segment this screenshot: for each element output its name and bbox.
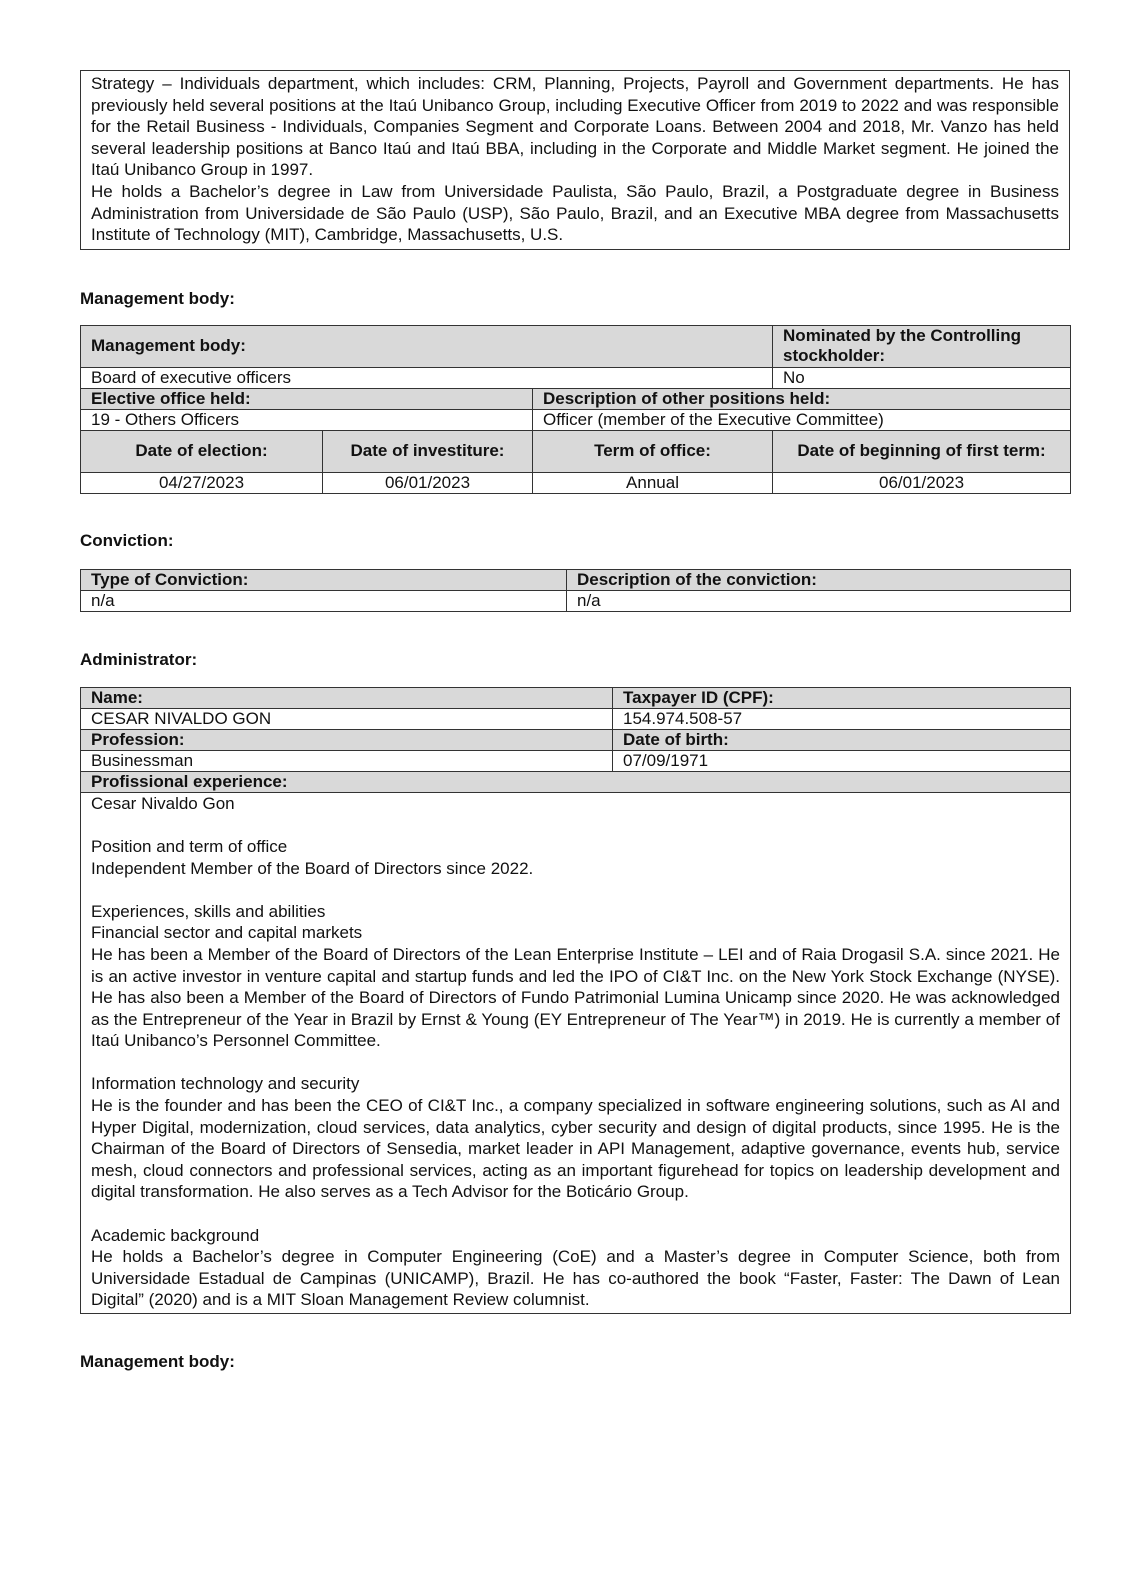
next-management-section-title: Management body:	[80, 1352, 235, 1371]
term-header: Term of office:	[533, 430, 773, 472]
bio-paragraph: Strategy – Individuals department, which includes: CRM, Planning, Projects, Payroll and Government departments. He has previously held several positions at the Itaú Unibanco Group, including Executive Officer from 2019 to 2022 and was responsible for the Retail Business - Individuals, Companies Segment and Corporate Loans. Between 2004 and 2018, Mr. Vanzo has held several leadership positions at Banco Itaú and Itaú BBA, including in the Corporate and Middle Market segment. He joined the Itaú Unibanco Group in 1997.	[91, 74, 1059, 180]
financial-title: Financial sector and capital markets	[91, 923, 363, 943]
conviction-type-header: Type of Conviction:	[81, 569, 567, 590]
it-text: He is the founder and has been the CEO of CI&T Inc., a company specialized in software engineering solutions, such as AI and Hyper Digital, modernization, cloud services, data analytics, cyber security and design of digital products, since 1995. He is the Chairman of the Board of Directors of Sensedia, market leader in API Management, adaptive governance, events hub, service mesh, cloud connectors and professional services, acting as an important figurehead for topics on leadership development and digital transformation. He also serves as a Tech Advisor for the Boticário Group.	[91, 1096, 1060, 1202]
previous-bio-box	[80, 70, 1070, 250]
experience-body	[81, 792, 1071, 1313]
other-positions-value: Officer (member of the Executive Committee)	[533, 409, 1071, 430]
administrator-section-title: Administrator:	[80, 649, 198, 669]
management-section-title: Management body:	[80, 288, 235, 308]
financial-text: He has been a Member of the Board of Directors of the Lean Enterprise Institute – LEI and of Raia Drogasil S.A. since 2021. He is an active investor in venture capital and startup funds and led the IPO of CI&T Inc. on the New York Stock Exchange (NYSE). He has also been a Member of the Board of Directors of Fundo Patrimonial Lumina Unicamp since 2020. He was acknowledged as the Entrepreneur of the Year in Brazil by Ernst & Young (EY Entrepreneur of The Year™) in 2019. He is currently a member of Itaú Unibanco’s Personnel Committee.	[91, 944, 1060, 1051]
conviction-description-value: n/a	[567, 590, 1071, 611]
document-page	[80, 70, 1070, 1372]
investiture-date-header: Date of investiture:	[323, 430, 533, 472]
term-value: Annual	[533, 472, 773, 493]
birth-date-value: 07/09/1971	[613, 750, 1071, 771]
profession-value: Businessman	[81, 750, 613, 771]
management-table	[80, 325, 1071, 494]
investiture-date-value: 06/01/2023	[323, 472, 533, 493]
first-term-value: 06/01/2023	[773, 472, 1071, 493]
conviction-description-header: Description of the conviction:	[567, 569, 1071, 590]
conviction-section-title: Conviction:	[80, 530, 174, 550]
administrator-table	[80, 687, 1071, 1314]
election-date-header: Date of election:	[81, 430, 323, 472]
profession-header: Profession:	[81, 729, 613, 750]
name-value: CESAR NIVALDO GON	[81, 708, 613, 729]
nominated-header: Nominated by the Controlling stockholder:	[773, 325, 1071, 367]
management-body-value: Board of executive officers	[81, 367, 773, 388]
position-title: Position and term of office	[91, 836, 288, 856]
position-text: Independent Member of the Board of Directors since 2022.	[91, 858, 534, 878]
elective-office-value: 19 - Others Officers	[81, 409, 533, 430]
experience-header: Profissional experience:	[81, 771, 1071, 792]
taxpayer-value: 154.974.508-57	[613, 708, 1071, 729]
nominated-value: No	[773, 367, 1071, 388]
experience-name: Cesar Nivaldo Gon	[91, 793, 235, 813]
conviction-type-value: n/a	[81, 590, 567, 611]
name-header: Name:	[81, 687, 613, 708]
birth-date-header: Date of birth:	[613, 729, 1071, 750]
other-positions-header: Description of other positions held:	[533, 388, 1071, 409]
elective-office-header: Elective office held:	[81, 388, 533, 409]
academic-text: He holds a Bachelor’s degree in Computer Engineering (CoE) and a Master’s degree in Computer Science, both from Universidade Estadual de Campinas (UNICAMP), Brazil. He has co-authored the book “Faster, Faster: The Dawn of Lean Digital” (2020) and is a MIT Sloan Management Review columnist.	[91, 1247, 1060, 1310]
conviction-table	[80, 569, 1071, 612]
academic-title: Academic background	[91, 1225, 260, 1245]
it-title: Information technology and security	[91, 1074, 360, 1094]
election-date-value: 04/27/2023	[81, 472, 323, 493]
management-body-header: Management body:	[81, 325, 773, 367]
bio-paragraph: He holds a Bachelor’s degree in Law from Universidade Paulista, São Paulo, Brazil, a Postgraduate degree in Business Administration from Universidade de São Paulo (USP), São Paulo, Brazil, and an Executive MBA degree from Massachusetts Institute of Technology (MIT), Cambridge, Massachusetts, U.S.	[91, 181, 1059, 245]
taxpayer-header: Taxpayer ID (CPF):	[613, 687, 1071, 708]
first-term-header: Date of beginning of first term:	[773, 430, 1071, 472]
skills-title: Experiences, skills and abilities	[91, 901, 326, 921]
